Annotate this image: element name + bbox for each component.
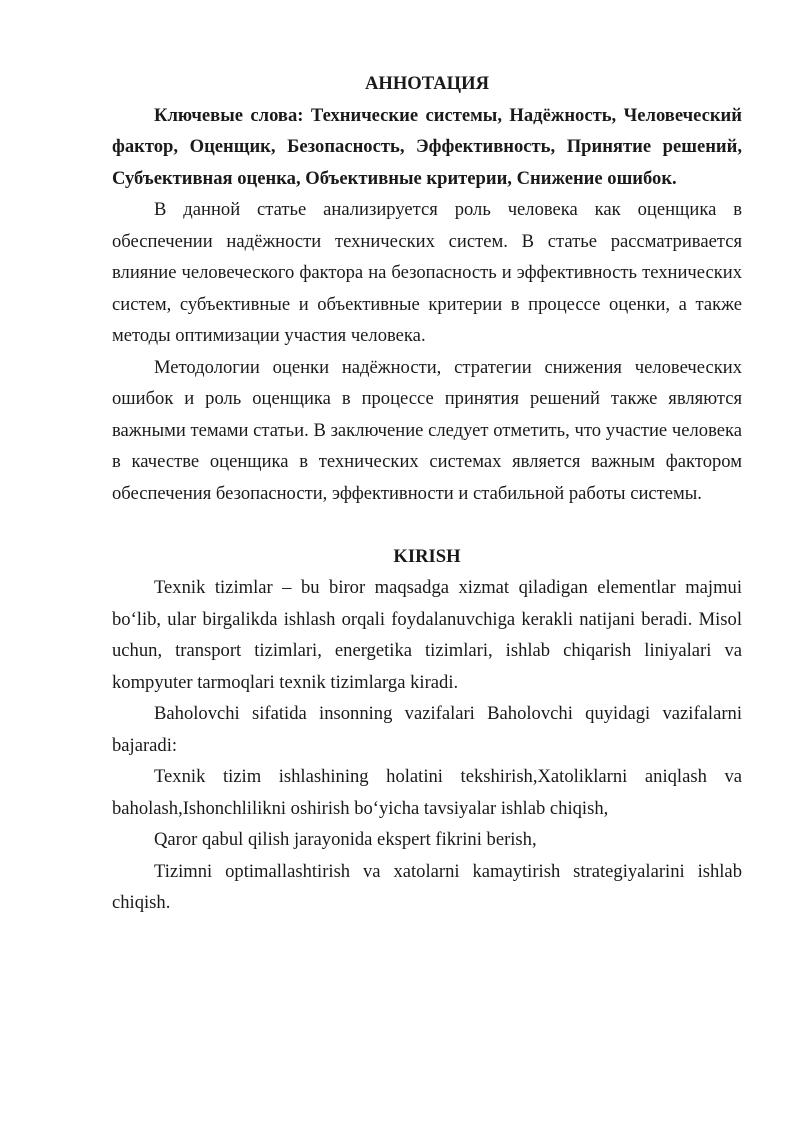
intro-paragraph-3: Texnik tizim ishlashining holatini tekshirish,Xatoliklarni aniqlash va baholash,Ishonchlilikni oshirish bo‘yicha tavsiyalar ishlab chiqish, — [112, 766, 742, 819]
intro-paragraph-1: Texnik tizimlar – bu biror maqsadga xizmat qiladigan elementlar majmui bo‘lib, ular birgalikda ishlash orqali foydalanuvchiga kerakli natijani beradi. Misol uchun, transport tizimlari, energetika tizimlari, ishlab chiqarish liniyalari va kompyuter tarmoqlari texnik tizimlarga kiradi. — [112, 577, 742, 693]
intro-paragraph-5: Tizimni optimallashtirish va xatolarni kamaytirish strategiyalarini ishlab chiqish. — [112, 860, 742, 913]
document-page — [112, 68, 742, 919]
intro-paragraph-2: Baholovchi sifatida insonning vazifalari Baholovchi quyidagi vazifalarni bajaradi: — [112, 703, 742, 756]
keywords-paragraph: Ключевые слова: Технические системы, Надёжность, Человеческий фактор, Оценщик, Безопасность, Эффективность, Принятие решений, Субъективная оценка, Объективные критерии, Снижение ошибок. — [112, 104, 742, 189]
intro-title: KIRISH — [393, 545, 461, 567]
section-spacer — [112, 509, 742, 541]
annotation-paragraph-2: Методологии оценки надёжности, стратегии снижения человеческих ошибок и роль оценщика в процессе принятия решений также являются важными темами статьи. В заключение следует отметить, что участие человека в качестве оценщика в технических системах является важным фактором обеспечения безопасности, эффективности и стабильной работы системы. — [112, 356, 742, 504]
annotation-paragraph-1: В данной статье анализируется роль человека как оценщика в обеспечении надёжности технических систем. В статье рассматривается влияние человеческого фактора на безопасность и эффективность технических систем, субъективные и объективные критерии в процессе оценки, а также методы оптимизации участия человека. — [112, 199, 742, 346]
annotation-title: АННОТАЦИЯ — [364, 73, 490, 94]
intro-paragraph-4: Qaror qabul qilish jarayonida ekspert fikrini berish, — [154, 829, 537, 850]
